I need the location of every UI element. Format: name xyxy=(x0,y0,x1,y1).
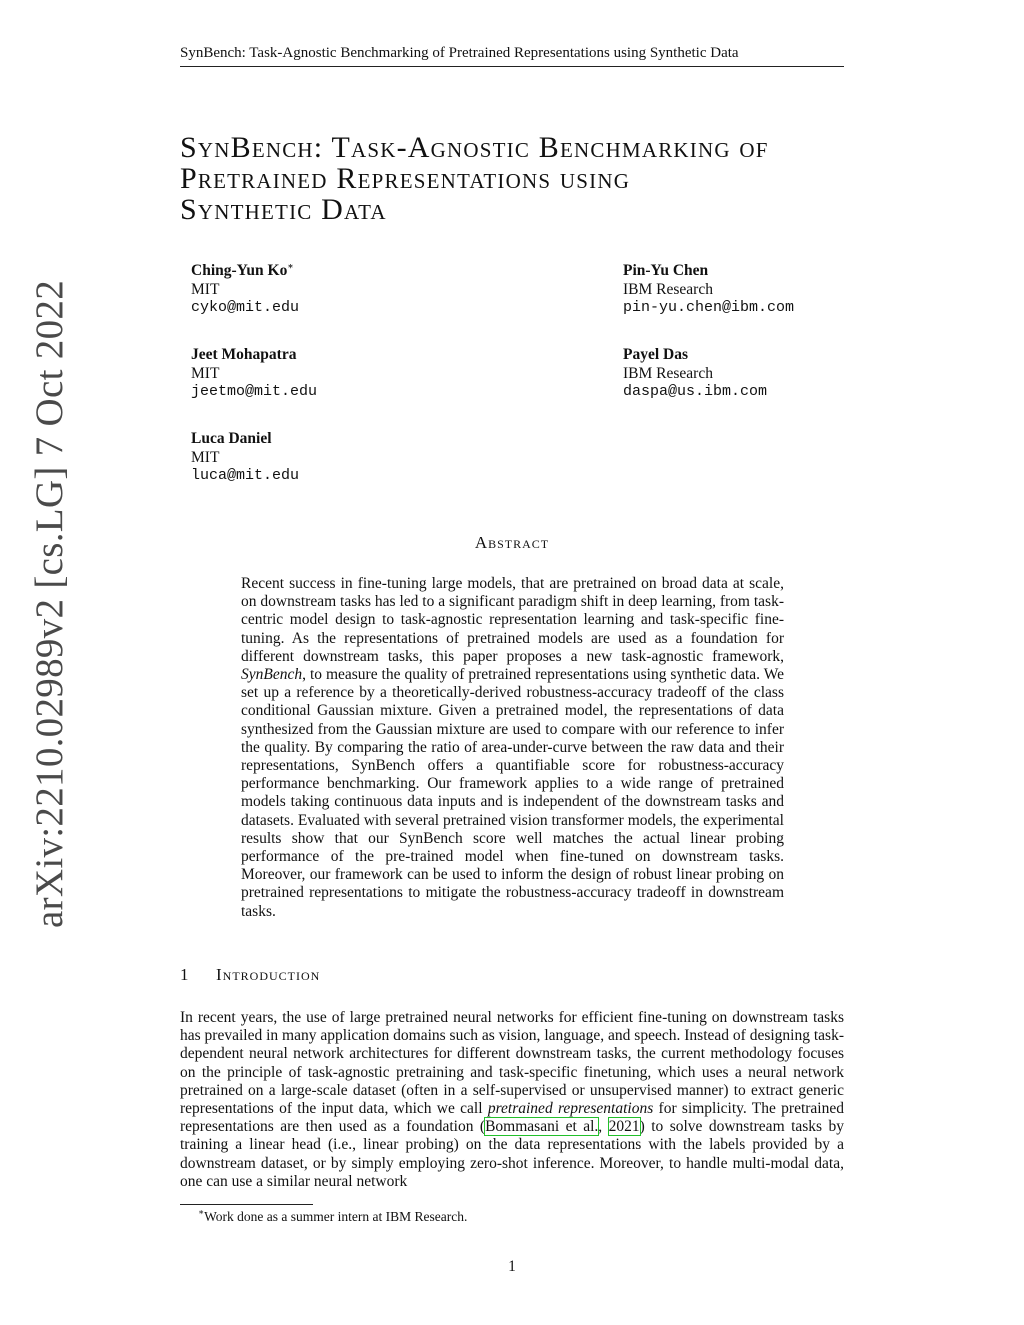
author-block-chen xyxy=(623,262,794,318)
author-footnote-mark: ∗ xyxy=(287,261,294,271)
citation-link-authors[interactable]: Bommasani et al. xyxy=(485,1118,599,1136)
author-block-das xyxy=(623,346,767,402)
author-email: daspa@us.ibm.com xyxy=(623,383,768,400)
author-block-mohapatra xyxy=(191,346,317,402)
author-name: Payel Das xyxy=(623,346,689,363)
author-name: Jeet Mohapatra xyxy=(191,346,297,363)
footnote-divider xyxy=(180,1204,313,1205)
term-emphasis: pretrained representations xyxy=(487,1100,654,1118)
author-name: Ching-Yun Ko∗ xyxy=(191,261,294,279)
author-email: jeetmo@mit.edu xyxy=(191,383,318,400)
footnote xyxy=(198,1208,467,1225)
citation-link-year[interactable]: 2021 xyxy=(608,1118,640,1136)
author-affiliation: IBM Research xyxy=(623,364,713,382)
author-email: pin-yu.chen@ibm.com xyxy=(623,299,795,316)
author-block-ko xyxy=(191,262,299,318)
author-name: Luca Daniel xyxy=(191,430,272,447)
author-email: luca@mit.edu xyxy=(191,467,300,484)
arxiv-identifier: arXiv:2210.02989v2 [cs.LG] 7 Oct 2022 xyxy=(28,280,71,928)
author-email: cyko@mit.edu xyxy=(191,299,300,316)
section-number: 1 xyxy=(180,965,190,984)
running-header: SynBench: Task-Agnostic Benchmarking of Pretrained Representations using Synthetic Data xyxy=(180,44,844,67)
author-affiliation: MIT xyxy=(191,280,220,298)
title-line-3: Synthetic Data xyxy=(180,193,387,226)
paper-title xyxy=(180,132,860,225)
author-affiliation: IBM Research xyxy=(623,280,713,298)
page-number: 1 xyxy=(508,1258,516,1275)
abstract-heading: Abstract xyxy=(474,533,550,552)
introduction-paragraph: In recent years, the use of large pretrained neural networks for efficient fine-tuning on downstream tasks has prevailed in many application domains such as vision, language, and speech. Instead of designing task-dependent neural network architectures for different downstream tasks, the current methodology focuses on the principle of task-agnostic pretraining and task-specific finetuning, which uses a neural network pretrained on a large-scale dataset (often in a self-supervised or unsupervised manner) to extract generic representations of the input data, which we call pretrained representations for simplicity. The pretrained representations are then used as a foundation (Bommasani et al., 2021) to solve downstream tasks by training a linear head (i.e., linear probing) on the data representations with the labels provided by a downstream dataset, or by simply employing zero-shot inference. Moreover, to handle multi-modal data, one can use a similar neural network xyxy=(180,1009,845,1190)
title-line-1: SynBench: Task-Agnostic Benchmarking of xyxy=(180,131,769,164)
author-affiliation: MIT xyxy=(191,448,220,466)
framework-name: SynBench xyxy=(241,666,303,684)
footnote-mark: ∗ xyxy=(198,1207,205,1217)
title-line-2: Pretrained Representations using xyxy=(180,162,631,195)
footnote-text: Work done as a summer intern at IBM Research. xyxy=(204,1209,468,1224)
author-affiliation: MIT xyxy=(191,364,220,382)
author-block-daniel xyxy=(191,430,299,486)
section-heading-introduction xyxy=(180,965,320,985)
abstract-body: Recent success in fine-tuning large models, that are pretrained on broad data at scale, on downstream tasks has led to a significant paradigm shift in deep learning, from task-centric model design to task-agnostic representation learning and task-specific fine-tuning. As the representations of pretrained models are used as a foundation for different downstream tasks, this paper proposes a new task-agnostic framework, SynBench, to measure the quality of pretrained representations using synthetic data. We set up a reference by a theoretically-derived robustness-accuracy tradeoff of the class conditional Gaussian mixture. Given a pretrained model, the representations of data synthesized from the Gaussian mixture are used to compare with our reference to infer the quality. By comparing the ratio of area-under-curve between the raw data and their representations, SynBench offers a quantifiable score for robustness-accuracy performance benchmarking. Our framework applies to a wide range of pretrained models taking continuous data inputs and is independent of the downstream tasks and datasets. Evaluated with several pretrained vision transformer models, the experimental results show that our SynBench score well matches the actual linear probing performance of the pre-trained model when fine-tuned on downstream tasks. Moreover, our framework can be used to inform the design of robust linear probing on pretrained representations to mitigate the robustness-accuracy tradeoff in downstream tasks. xyxy=(241,575,784,920)
author-name: Pin-Yu Chen xyxy=(623,262,709,279)
section-title: Introduction xyxy=(216,965,321,984)
